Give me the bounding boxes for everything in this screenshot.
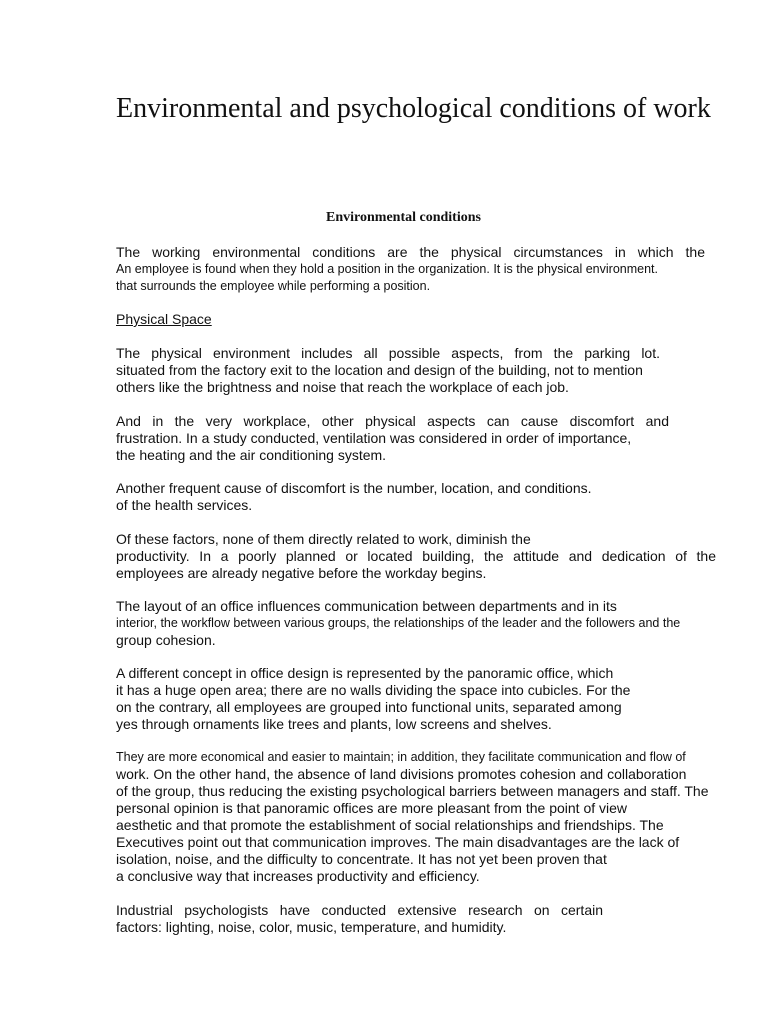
paragraph-line: Of these factors, none of them directly related to work, diminish the (116, 531, 531, 547)
paragraph-line: An employee is found when they hold a position in the organization. It is the physical environment. (116, 262, 658, 276)
paragraph-line: frustration. In a study conducted, ventilation was considered in order of importance, (116, 430, 632, 446)
paragraph-line: group cohesion. (116, 632, 216, 648)
paragraph-6 (116, 598, 766, 649)
paragraph-2 (116, 345, 660, 396)
paragraph-line: on the contrary, all employees are grouped into functional units, separated among (116, 699, 622, 715)
paragraph-3 (116, 413, 669, 464)
paragraph-line: isolation, noise, and the difficulty to concentrate. It has not yet been proven that (116, 851, 607, 867)
paragraph-7 (116, 665, 716, 733)
paragraph-line: The layout of an office influences communication between departments and in its (116, 598, 617, 614)
paragraph-line: A different concept in office design is represented by the panoramic office, which (116, 665, 614, 681)
paragraph-line: interior, the workflow between various groups, the relationships of the leader and the followers and the (116, 616, 681, 630)
paragraph-line: of the health services. (116, 497, 253, 513)
paragraph-line: yes through ornaments like trees and plants, low screens and shelves. (116, 716, 552, 732)
paragraph-line: of the group, thus reducing the existing psychological barriers between managers and staff. The (116, 783, 709, 799)
paragraph-line: And in the very workplace, other physical aspects can cause discomfort and (116, 413, 669, 429)
paragraph-line: situated from the factory exit to the location and design of the building, not to mention (116, 362, 643, 378)
paragraph-line: work. On the other hand, the absence of land divisions promotes cohesion and collaboration (116, 766, 687, 782)
paragraph-line: The working environmental conditions are the physical circumstances in which the (116, 244, 705, 260)
paragraph-line: factors: lighting, noise, color, music, temperature, and humidity. (116, 919, 507, 935)
paragraph-1 (116, 244, 705, 295)
paragraph-line: They are more economical and easier to maintain; in addition, they facilitate communication and flow of (116, 750, 686, 764)
paragraph-line: it has a huge open area; there are no walls dividing the space into cubicles. For the (116, 682, 631, 698)
paragraph-line: aesthetic and that promote the establishment of social relationships and friendships. The (116, 817, 664, 833)
paragraph-4 (116, 480, 676, 514)
subheading-physical-space: Physical Space (116, 311, 212, 327)
paragraph-5 (116, 531, 716, 582)
section-heading: Environmental conditions (326, 210, 481, 225)
paragraph-line: Industrial psychologists have conducted extensive research on certain (116, 902, 603, 918)
paragraph-line: the heating and the air conditioning system. (116, 447, 387, 463)
paragraph-line: Another frequent cause of discomfort is the number, location, and conditions. (116, 480, 592, 496)
paragraph-line: Executives point out that communication improves. The main disadvantages are the lack of (116, 834, 680, 850)
paragraph-line: The physical environment includes all possible aspects, from the parking lot. (116, 345, 660, 361)
paragraph-line: others like the brightness and noise that reach the workplace of each job. (116, 379, 569, 395)
document-title: Environmental and psychological conditions of work (116, 93, 711, 124)
paragraph-line: personal opinion is that panoramic offices are more pleasant from the point of view (116, 800, 628, 816)
paragraph-8 (116, 749, 746, 885)
paragraph-line: that surrounds the employee while performing a position. (116, 279, 431, 293)
paragraph-line: employees are already negative before the workday begins. (116, 565, 487, 581)
paragraph-line: productivity. In a poorly planned or located building, the attitude and dedication of the (116, 548, 716, 564)
paragraph-line: a conclusive way that increases productivity and efficiency. (116, 868, 480, 884)
paragraph-9 (116, 902, 603, 936)
